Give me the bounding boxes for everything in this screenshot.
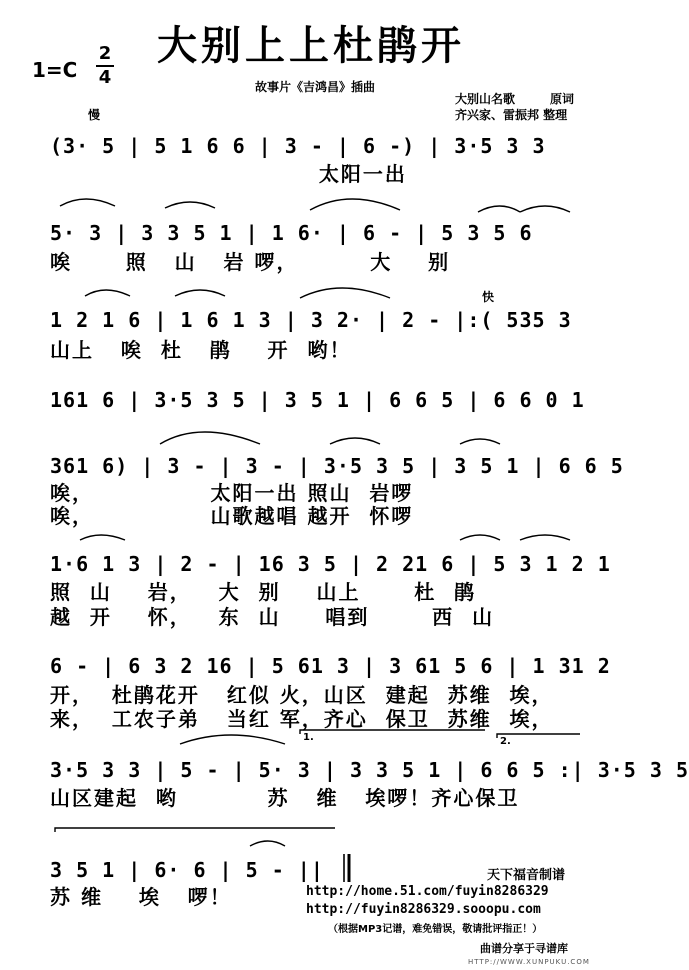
slur [300,288,390,298]
slur [460,535,500,540]
subtitle: 故事片《吉鸿昌》插曲 [255,80,376,94]
meter-bottom: 4 [98,67,112,88]
slur [180,735,285,744]
tempo-fast: 快 [482,290,495,304]
slur [165,202,215,208]
credit-lyricist: 大别山名歌 [455,92,516,106]
key-signature: 1=C [32,58,78,82]
slur [60,199,115,206]
volta-first-ending: 1. [303,732,314,743]
tempo-slow: 慢 [88,108,101,122]
credit-arrangers: 齐兴家、雷振邦 整理 [455,108,568,122]
slur [250,841,285,846]
lyric-line-9: 来， 工农子弟 当红 军，齐心 保卫 苏维 埃， [50,707,554,731]
music-notes: 1·6 1 3 | 2 - | 16 3 5 | 2 21 6 | 5 3 1 2 1 [50,552,611,576]
slur [520,206,570,212]
volta-second-ending: 2. [500,736,511,747]
lyric-line-2: 唉 照 山 岩 啰， 大 别 [50,250,451,274]
footer-url-home[interactable]: http://home.51.com/fuyin8286329 [306,884,549,899]
music-notes: 361 6) | 3 - | 3 - | 3·5 3 5 | 3 5 1 | 6 6 5 [50,454,624,478]
lyric-line-5: 唉， 山歌越唱 越开 怀啰 [50,504,414,528]
slur [80,535,125,540]
slur [330,438,380,444]
volta-bracket [497,734,580,738]
footer-url-sooopu[interactable]: http://fuyin8286329.sooopu.com [306,902,541,917]
footer-brand: 天下福音制谱 [487,868,566,883]
meter-top: 2 [98,43,112,64]
slur [520,535,570,540]
music-notes: 3 5 1 | 6· 6 | 5 - || [50,858,324,882]
slur [160,432,260,444]
lyric-line-11: 苏 维 埃 啰！ [50,885,232,909]
slur [460,439,500,444]
music-notes: 3·5 3 3 | 5 - | 5· 3 | 3 3 5 1 | 6 6 5 :| 3·5 3 5 [50,758,689,782]
slur [310,199,400,210]
music-notes: 5· 3 | 3 3 5 1 | 1 6· | 6 - | 5 3 5 6 [50,221,533,245]
watermark-url: HTTP://WWW.XUNPUKU.COM [468,958,590,966]
music-notes: (3· 5 | 5 1 6 6 | 3 - | 6 -) | 3·5 3 3 [50,134,546,158]
slur [85,290,130,296]
lyric-line-8: 开， 杜鹃花开 红似 火，山区 建起 苏维 埃， [50,683,554,707]
slur [478,206,520,212]
lyric-line-6: 照 山 岩， 大 别 山上 杜 鹃 [50,580,477,604]
volta-bracket [300,730,485,734]
slur [175,290,225,296]
footer-note: （根据MP3记谱，难免错误，敬请批评指正！） [328,924,543,935]
footer-share: 曲谱分享于寻谱库 [480,942,568,955]
lyric-line-7: 越 开 怀， 东 山 唱到 西 山 [50,605,495,629]
volta-bracket [55,828,335,832]
lyric-line-4: 唉， 太阳一出 照山 岩啰 [50,481,414,505]
music-notes: 1 2 1 6 | 1 6 1 3 | 3 2· | 2 - |:( 535 3 [50,308,572,332]
lyric-line-3: 山上 唉 杜 鹃 开 哟！ [50,338,352,362]
credit-role: 原词 [550,92,575,106]
music-notes: 6 - | 6 3 2 16 | 5 61 3 | 3 61 5 6 | 1 31 2 [50,654,611,678]
lyric-line-10: 山区建起 哟 苏 维 埃啰！齐心保卫 [50,786,520,810]
lyric-line-1: 太阳一出 [50,162,407,186]
music-notes: 161 6 | 3·5 3 5 | 3 5 1 | 6 6 5 | 6 6 0 1 [50,388,585,412]
song-title: 大别上上杜鹃开 [157,22,465,69]
